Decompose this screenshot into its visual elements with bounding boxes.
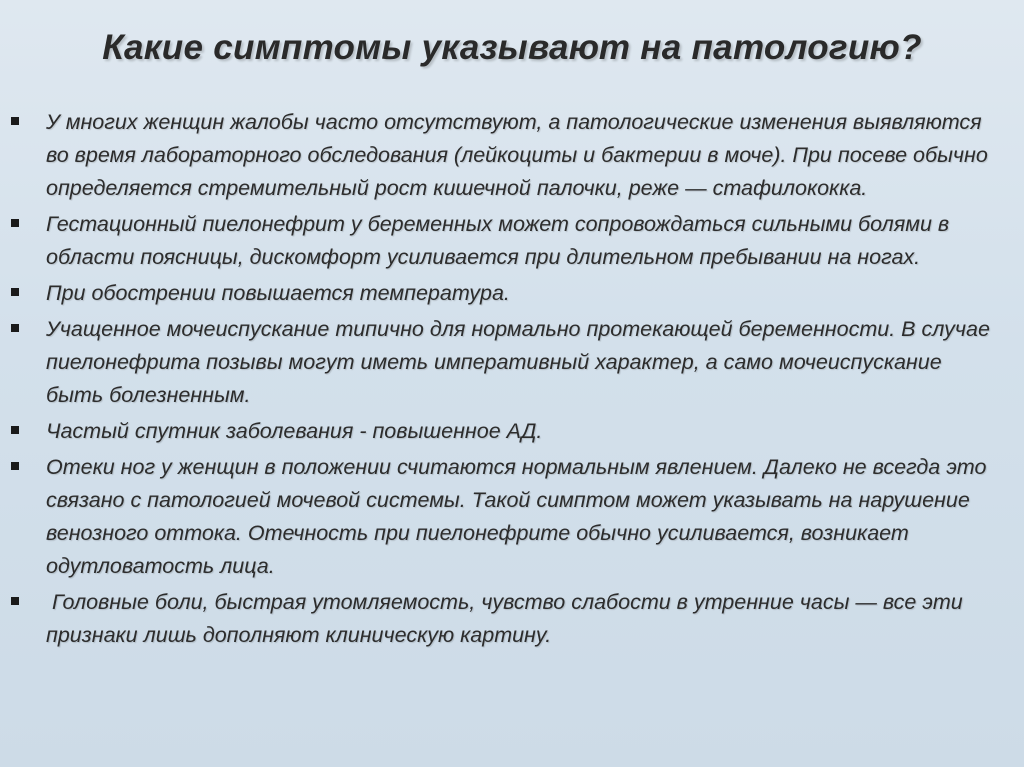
list-item-text: У многих женщин жалобы часто отсутствуют, а патологические изменения выявляются во время лабораторного обследования (лейкоциты и бактерии в моче). При посеве обычно определяется стремительный рост кишечной палочки, реже — стафилококка. [46, 110, 988, 200]
list-item [0, 208, 1024, 274]
square-bullet-icon [11, 597, 19, 605]
square-bullet-icon [11, 426, 19, 434]
list-item-text: Отеки ног у женщин в положении считаются нормальным явлением. Далеко не всегда это связано с патологией мочевой системы. Такой симптом может указывать на нарушение венозного оттока. Отечность при пиелонефрите обычно усиливается, возникает одутловатость лица. [46, 455, 987, 578]
square-bullet-icon [11, 462, 19, 470]
symptom-list [0, 106, 1024, 655]
list-item-text: При обострении повышается температура. [46, 281, 510, 305]
list-item [0, 451, 1024, 583]
list-item-text: Частый спутник заболевания - повышенное АД. [46, 419, 543, 443]
list-item [0, 277, 1024, 310]
list-item [0, 313, 1024, 412]
list-item-text: Гестационный пиелонефрит у беременных может сопровождаться сильными болями в области поясницы, дискомфорт усиливается при длительном пребывании на ногах. [46, 212, 950, 269]
square-bullet-icon [11, 324, 19, 332]
slide-title: Какие симптомы указывают на патологию? [102, 28, 922, 67]
list-item-text: Учащенное мочеиспускание типично для нормально протекающей беременности. В случае пиелонефрита позывы могут иметь императивный характер, а само мочеиспускание быть болезненным. [46, 317, 990, 407]
square-bullet-icon [11, 288, 19, 296]
list-item [0, 415, 1024, 448]
square-bullet-icon [11, 117, 19, 125]
square-bullet-icon [11, 219, 19, 227]
list-item [0, 586, 1024, 652]
list-item-text: Головные боли, быстрая утомляемость, чувство слабости в утренние часы — все эти признаки лишь дополняют клиническую картину. [46, 590, 963, 647]
list-item [0, 106, 1024, 205]
